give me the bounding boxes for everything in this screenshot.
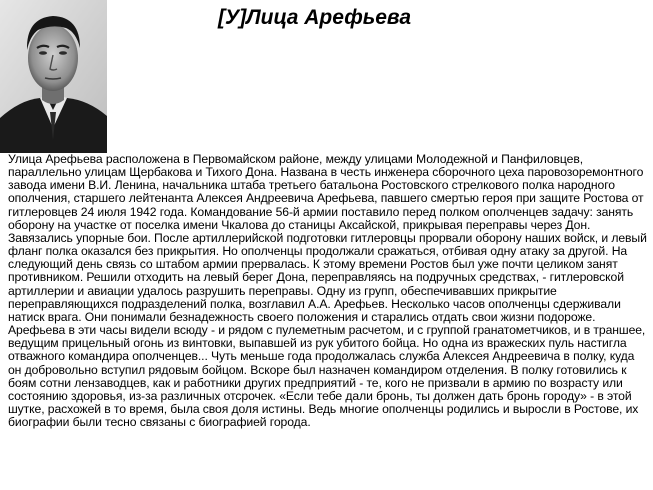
portrait-photo (0, 0, 107, 153)
article-body: Улица Арефьева расположена в Первомайском районе, между улицами Молодежной и Панфиловцев, параллельно улицам Щербакова и Тихого Дона. Названа в честь инженера сборочного цеха паровозоремонтного завода имени В.И. Ленина, начальника штаба третьего батальона Ростовского стрелкового полка народного ополчения, старшего лейтенанта Алексея Андреевича Арефьева, павшего смертью героя при защите Ростова от гитлеровцев 24 июля 1942 года. Командование 56-й армии поставило перед полком ополченцев задачу: занять оборону на участке от поселка имени Чкалова до станицы Аксайской, прикрывая переправы через Дон. Завязались упорные бои. После артиллерийской подготовки гитлеровцы прорвали оборону наших войск, и левый фланг полка оказался без прикрытия. Но ополченцы продолжали сражаться, отбивая одну атаку за другой. На следующий день связь со штабом армии прервалась. К этому времени Ростов был уже почти целиком занят противником. Решили отходить на левый берег Дона, переправляясь на подручных средствах, - гитлеровской артиллерии и авиации удалось разрушить переправы. Одну из групп, обеспечивавших прикрытие переправляющихся подразделений полка, возглавил А.А. Арефьев. Несколько часов ополченцы сдерживали натиск врага. Они понимали безнадежность своего положения и старались отдать свои жизни подороже. Арефьева в эти часы видели всюду - и рядом с пулеметным расчетом, и с группой гранатометчиков, и в траншее, ведущим прицельный огонь из винтовки, выпавшей из рук убитого бойца. Но одна из вражеских пуль настигла отважного командира ополченцев... Чуть меньше года продолжалась служба Алексея Андреевича в полку, куда он добровольно вступил рядовым бойцом. Вскоре был назначен командиром отделения. В полку готовились к боям сотни лензаводцев, как и работники других предприятий - те, кого не призвали в армию по возрасту или состоянию здоровья, из-за различных отсрочек. «Если тебе дали бронь, ты должен дать бронь городу» - в этой шутке, расхожей в то время, была своя доля истины. Ведь многие ополченцы родились и выросли в Ростове, их биографии были тесно связаны с биографией города. (8, 152, 647, 430)
portrait-image (0, 0, 107, 153)
page-title: [У]Лица Арефьева (218, 6, 412, 29)
